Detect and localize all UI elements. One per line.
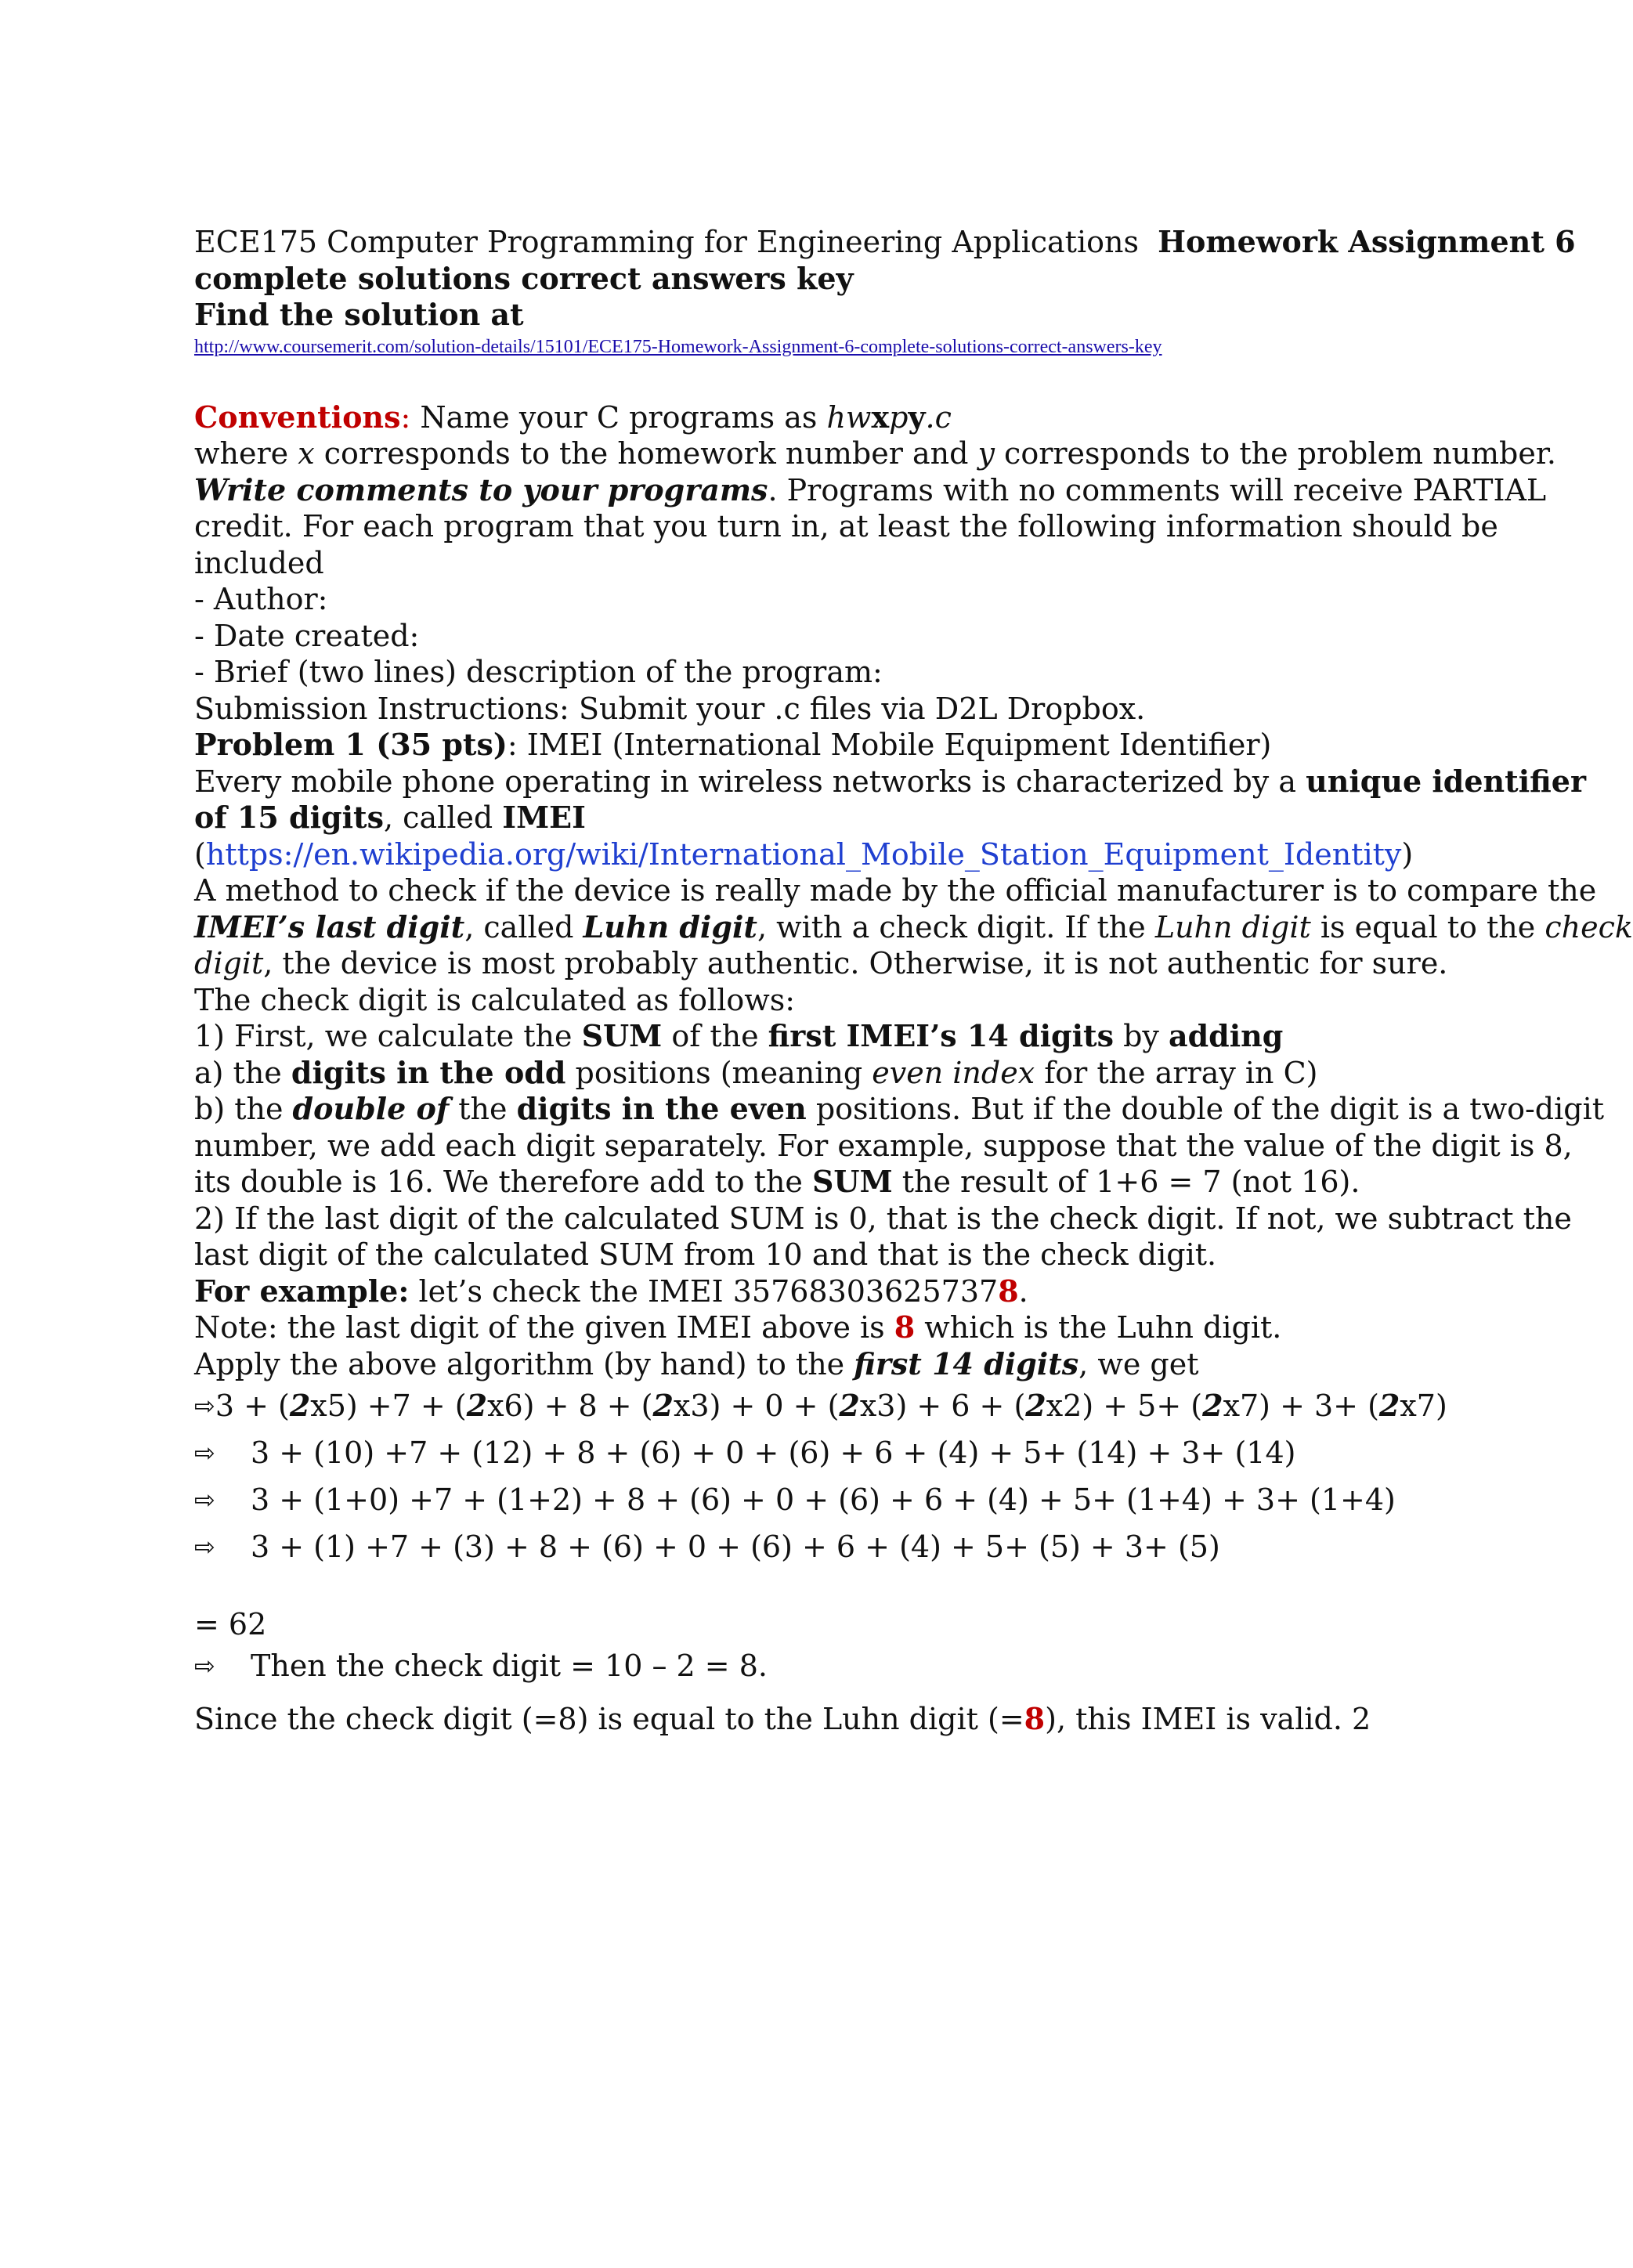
text: x5) +7 + ( (310, 1388, 467, 1423)
conventions-label: Conventions (194, 399, 401, 435)
step-1b-line-2: number, we add each digit separately. For example, suppose that the value of the digit is 8, (194, 1128, 1573, 1163)
p1-line-1 (194, 763, 1586, 800)
fname-y: y (908, 399, 926, 435)
text: : IMEI (International Mobile Equipment Identifier) (507, 728, 1272, 762)
text: , called (384, 800, 503, 835)
text: corresponds to the problem number. (994, 436, 1556, 471)
text: ) (1401, 836, 1414, 872)
wiki-line (194, 836, 1416, 873)
right-arrow-icon: ⇨ (194, 1531, 215, 1562)
text: corresponds to the homework number and (314, 436, 978, 471)
luhn-digit-highlight: 8 (998, 1273, 1019, 1309)
step-2-line-2: last digit of the calculated SUM from 10 and that is the check digit. (194, 1237, 1217, 1272)
title-line-1 (194, 224, 1576, 261)
calc-expression-2: 3 + (10) +7 + (12) + 8 + (6) + 0 + (6) + 6 + (4) + 5+ (14) + 3+ (14) (251, 1435, 1296, 1470)
text: where (194, 436, 298, 471)
right-arrow-icon: ⇨ (194, 1437, 215, 1468)
p1-line-5 (194, 945, 1448, 982)
text: Apply the above algorithm (by hand) to the (194, 1346, 854, 1381)
multiplier: 2 (652, 1387, 674, 1423)
text: , we get (1078, 1346, 1199, 1381)
text: ( (194, 836, 206, 872)
calc-step-3 (194, 1476, 1416, 1523)
text: positions (meaning (565, 1055, 872, 1090)
text: x7) (1400, 1388, 1447, 1423)
multiplier: 2 (1378, 1387, 1400, 1423)
calc-expression-4: 3 + (1) +7 + (3) + 8 + (6) + 0 + (6) + 6 + (4) + 5+ (5) + 3+ (5) (251, 1529, 1220, 1564)
text: x2) + 5+ ( (1046, 1388, 1203, 1423)
var-x: x (298, 436, 315, 471)
right-arrow-icon: ⇨ (194, 1484, 215, 1515)
text-bold: first IMEI’s 14 digits (768, 1018, 1114, 1053)
check-digit-line (194, 1643, 1416, 1690)
conventions-line-3 (194, 471, 1547, 509)
problem1-heading (194, 727, 1416, 764)
conventions-text: Name your C programs as (410, 399, 827, 435)
text: is equal to the (1310, 909, 1545, 944)
text: by (1114, 1019, 1169, 1053)
p1-line-3: A method to check if the device is really made by the official manufacturer is to compare the (194, 873, 1597, 908)
submission-instructions: Submission Instructions: Submit your .c files via D2L Dropbox. (194, 691, 1146, 726)
spacer (194, 1570, 1416, 1606)
wikipedia-link[interactable]: https://en.wikipedia.org/wiki/International_Mobile_Station_Equipment_Identity (205, 836, 1402, 872)
step-1a (194, 1055, 1416, 1092)
text: the result of 1+6 = 7 (not 16). (892, 1165, 1360, 1199)
text: positions. But if the double of the digit is a two-digit (806, 1092, 1605, 1126)
text: , called (464, 909, 583, 944)
multiplier: 2 (839, 1387, 860, 1423)
calc-step-4 (194, 1523, 1416, 1570)
step-1 (194, 1018, 1416, 1055)
assignment-title: Homework Assignment 6 (1158, 224, 1576, 259)
text: b) the (194, 1092, 293, 1126)
calc-step-1 (194, 1382, 1447, 1429)
fname-ext: .c (925, 399, 952, 435)
sum-result: = 62 (194, 1607, 267, 1641)
text-bold: IMEI (502, 800, 586, 835)
text: which is the Luhn digit. (915, 1310, 1282, 1345)
text: Note: the last digit of the given IMEI above is (194, 1310, 894, 1345)
text: of the (662, 1019, 768, 1053)
text-bold-italic: IMEI’s last digit (194, 908, 465, 944)
text: the (449, 1092, 517, 1126)
conventions-line (194, 399, 1416, 436)
conventions-line-5: included (194, 545, 324, 580)
text: , with a check digit. If the (757, 909, 1155, 944)
text-bold: of 15 digits (194, 800, 384, 835)
text-italic: even index (872, 1055, 1035, 1090)
text: let’s check the IMEI 35768303625737 (409, 1273, 999, 1309)
text-bold: SUM (811, 1164, 893, 1199)
info-date: - Date created: (194, 618, 420, 653)
step-1b (194, 1091, 1605, 1128)
luhn-digit-highlight: 8 (1024, 1700, 1046, 1736)
problem-title: Problem 1 (35 pts) (194, 727, 508, 762)
calc-expression-3: 3 + (1+0) +7 + (1+2) + 8 + (6) + 0 + (6) + 6 + (4) + 5+ (1+4) + 3+ (1+4) (251, 1482, 1396, 1517)
comments-emphasis: Write comments to your programs (194, 471, 768, 507)
multiplier: 2 (1202, 1387, 1223, 1423)
spacer (194, 1690, 1416, 1701)
find-solution-label: Find the solution at (194, 297, 524, 332)
apply-line (194, 1346, 1416, 1383)
text: 3 + ( (215, 1388, 290, 1423)
text: . Programs with no comments will receive PARTIAL (768, 472, 1547, 507)
luhn-digit-highlight: 8 (894, 1309, 916, 1345)
text-bold-italic: double of (292, 1091, 450, 1126)
conclusion-line (194, 1701, 1416, 1738)
text-bold: digits in the odd (291, 1054, 566, 1090)
text-bold-italic: Luhn digit (583, 908, 757, 944)
text-bold: digits in the even (516, 1091, 807, 1126)
step-2-line-1: 2) If the last digit of the calculated SUM is 0, that is the check digit. If not, we subtract the (194, 1201, 1572, 1236)
multiplier: 2 (1025, 1387, 1046, 1423)
conventions-colon: : (400, 399, 411, 435)
check-digit-expression: Then the check digit = 10 – 2 = 8. (251, 1649, 768, 1684)
title-line-2: complete solutions correct answers key (194, 260, 854, 296)
p1-line-2 (194, 800, 1416, 836)
text: 1) First, we calculate the (194, 1019, 582, 1053)
step-1b-line-3 (194, 1164, 1416, 1201)
text: x7) + 3+ ( (1223, 1388, 1379, 1423)
text-italic: Luhn digit (1154, 909, 1311, 944)
right-arrow-icon: ⇨ (194, 1651, 215, 1681)
text: x3) + 6 + ( (859, 1388, 1026, 1423)
note-line (194, 1309, 1416, 1346)
multiplier: 2 (466, 1387, 488, 1423)
text: x6) + 8 + ( (487, 1388, 653, 1423)
text: x3) + 0 + ( (673, 1388, 840, 1423)
fname-x: x (871, 399, 890, 435)
conventions-line-4: credit. For each program that you turn in, at least the following information should be (194, 509, 1498, 544)
conventions-line-2 (194, 435, 1556, 472)
text-bold-italic: first 14 digits (854, 1345, 1079, 1381)
text-bold: adding (1168, 1018, 1284, 1053)
text-italic: check (1544, 909, 1633, 944)
fname-hw: hw (826, 399, 872, 435)
right-arrow-icon: ⇨ (194, 1390, 215, 1421)
p1-line-6: The check digit is calculated as follows: (194, 982, 796, 1017)
text-bold: unique identifier (1306, 763, 1586, 799)
text: for the array in C) (1035, 1055, 1318, 1090)
info-description: - Brief (two lines) description of the program: (194, 655, 883, 689)
example-label: For example: (194, 1273, 410, 1309)
text: Since the check digit (=8) is equal to the Luhn digit (= (194, 1701, 1024, 1736)
var-y: y (977, 436, 995, 471)
p1-line-4 (194, 908, 1633, 946)
info-author: - Author: (194, 582, 328, 616)
solution-link[interactable]: http://www.coursemerit.com/solution-details/15101/ECE175-Homework-Assignment-6-complete-solutions-correct-answers-key (194, 336, 1162, 357)
fname-p: p (889, 399, 909, 435)
multiplier: 2 (289, 1387, 311, 1423)
text: . (1018, 1273, 1028, 1309)
text: its double is 16. We therefore add to the (194, 1165, 812, 1199)
calc-step-2 (194, 1429, 1416, 1476)
text-bold: SUM (581, 1018, 663, 1053)
course-name: ECE175 Computer Programming for Engineering Applications (194, 225, 1139, 259)
document-body (194, 224, 1633, 1737)
calc-expression-1 (215, 1388, 1447, 1425)
text: Every mobile phone operating in wireless networks is characterized by a (194, 764, 1306, 799)
text: , the device is most probably authentic. Otherwise, it is not authentic for sure. (263, 946, 1448, 981)
text: a) the (194, 1055, 291, 1090)
text-italic: digit (194, 946, 264, 981)
text: ), this IMEI is valid. 2 (1045, 1701, 1371, 1736)
example-line (194, 1273, 1416, 1310)
